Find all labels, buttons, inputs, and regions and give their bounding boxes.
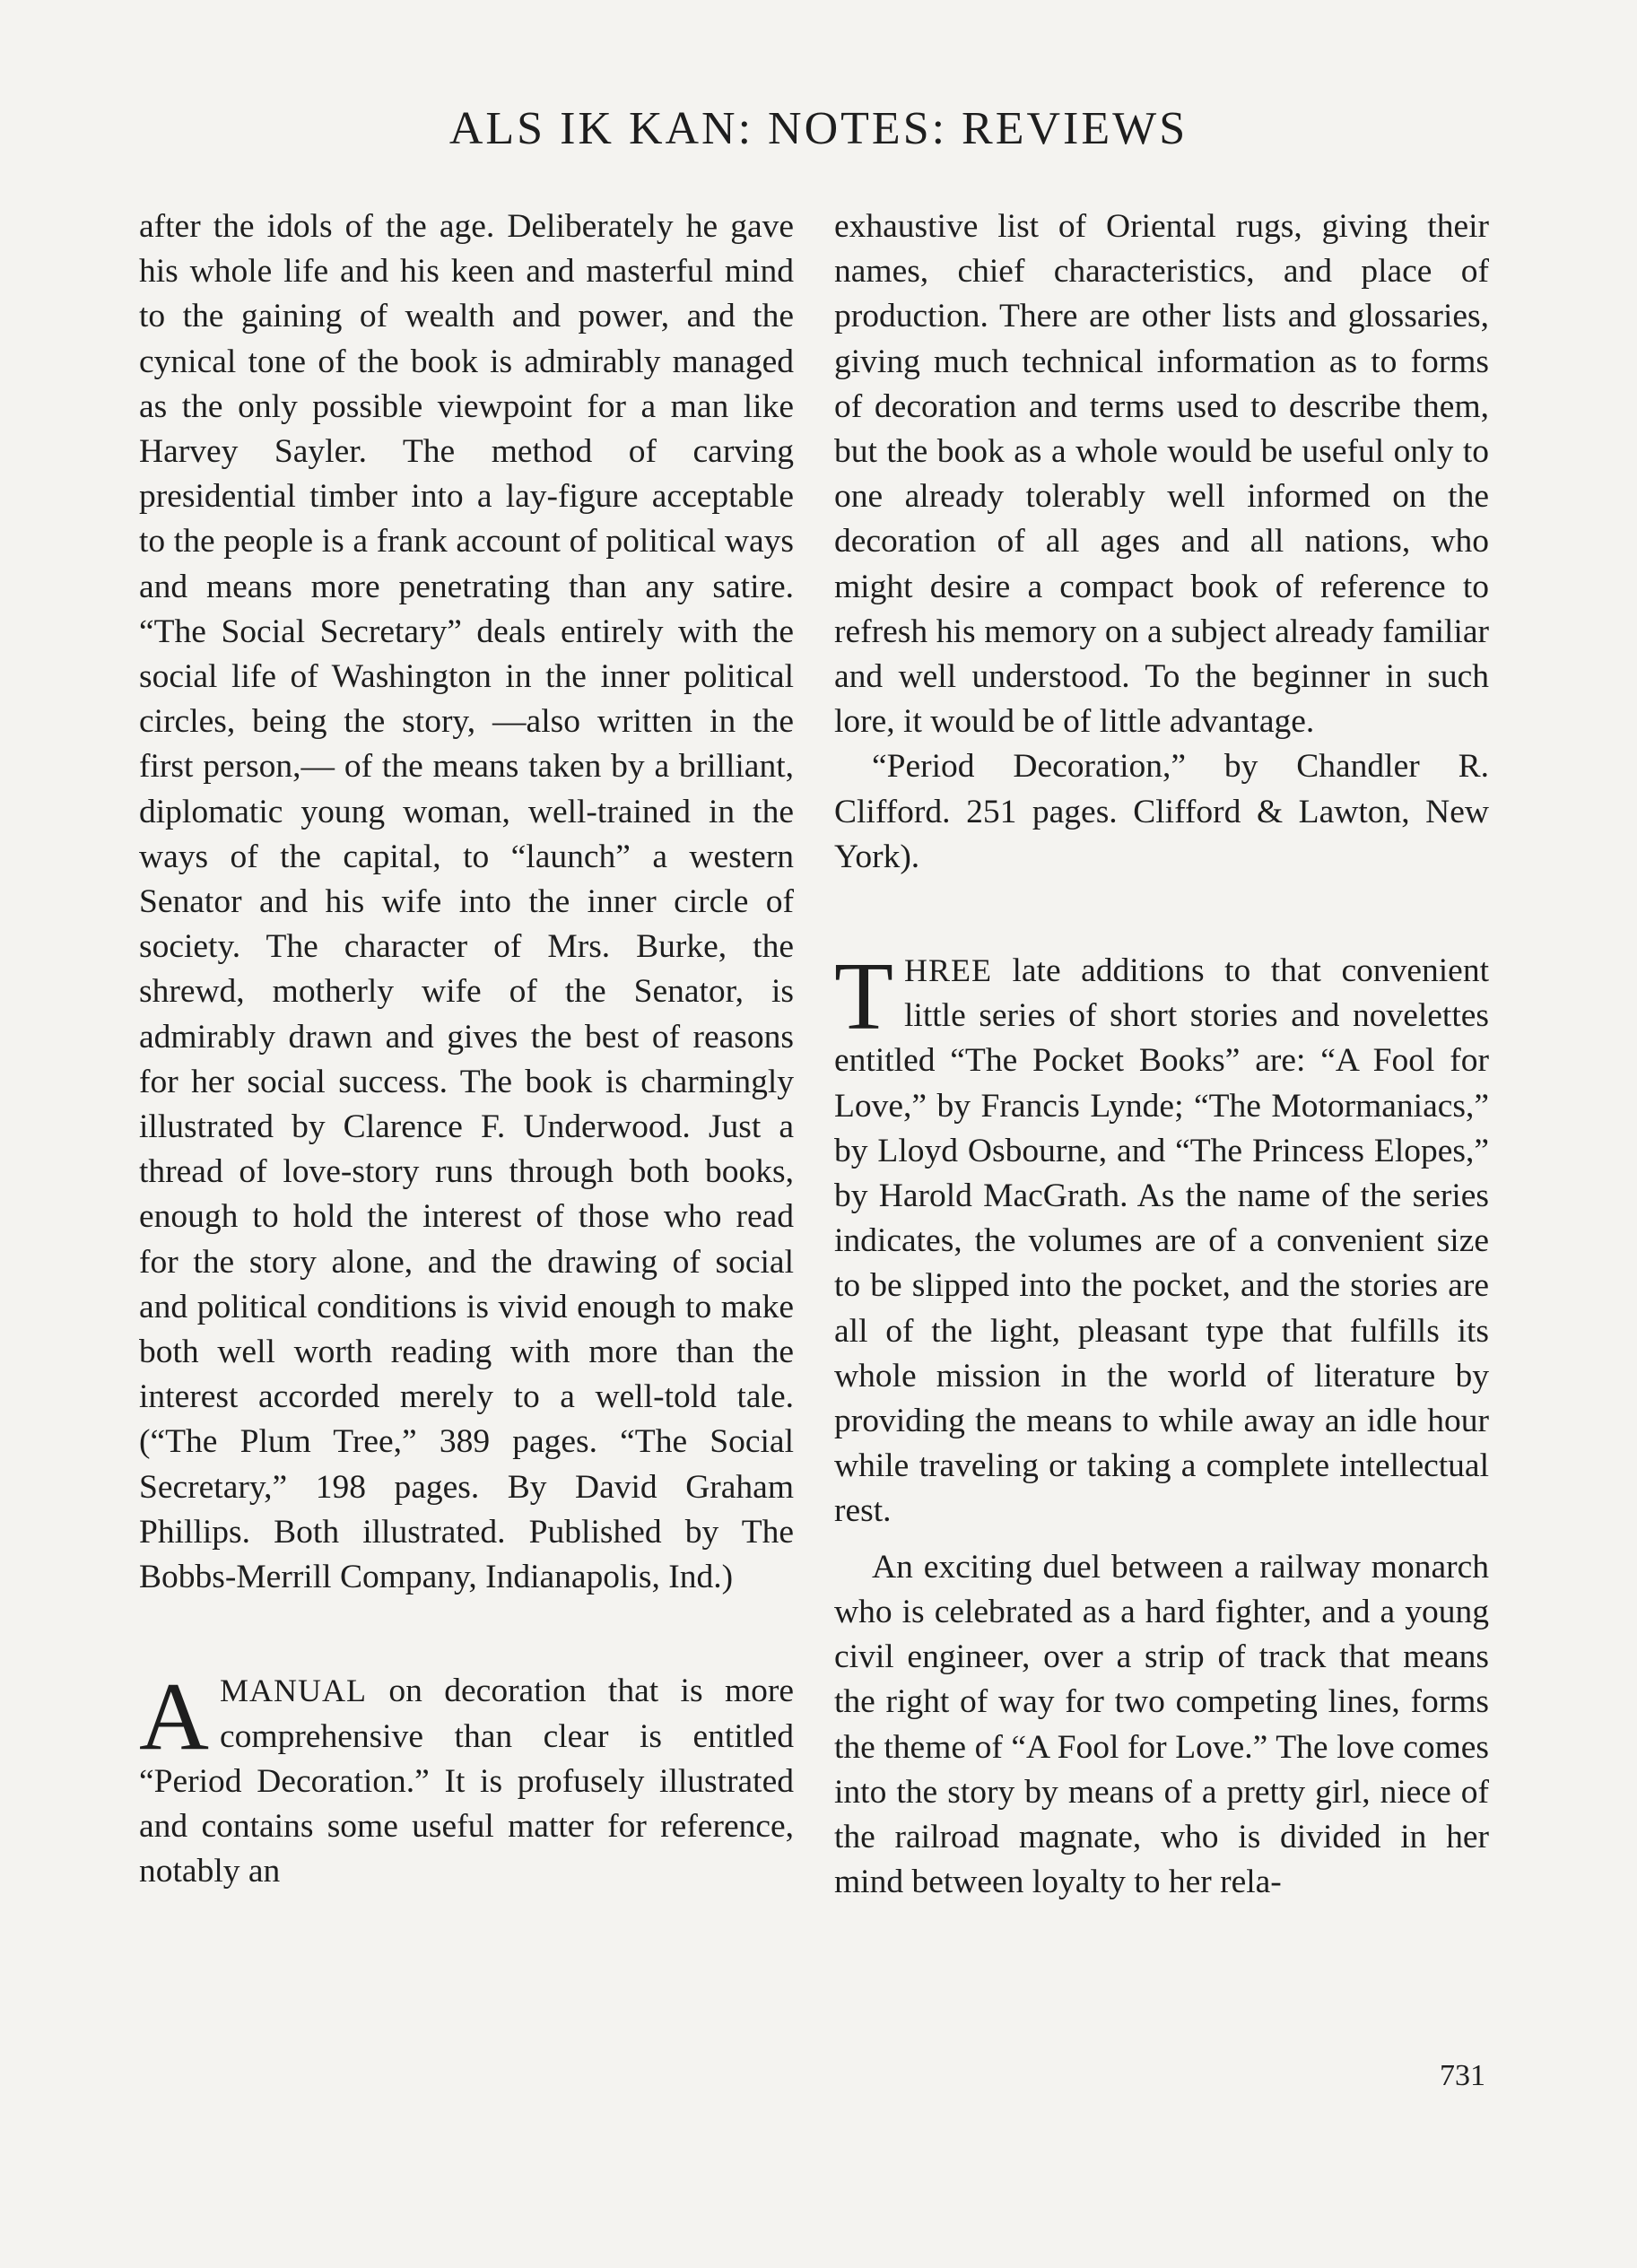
page-number: 731 <box>1440 2059 1485 2092</box>
dropcap-letter: T <box>834 943 893 1051</box>
right-column <box>834 204 1489 1905</box>
paragraph-text: late additions to that convenient little series of short stories and novelettes entitled “The Pocket Books” are: “A Fool for Love,” by Francis Lynde; “The Motormaniacs,” by Lloyd Osbourne, and “The Princess Elopes,” by Harold MacGrath. As the name of the series indicates, the volumes are of a convenient size to be slipped into the pocket, and the stories are all of the light, pleasant type that fulfills its whole mission in the world of literature by providing the means to while away an idle hour while traveling or taking a complete intellectual rest. <box>834 952 1489 1530</box>
paragraph-text: on decoration that is more comprehensive than clear is entitled “Period Decoration.” It is profusely illustrated and contains some useful matter for reference, notably an <box>139 1673 794 1890</box>
lead-in-caps: HREE <box>903 952 992 989</box>
running-head: ALS IK KAN: NOTES: REVIEWS <box>448 103 1189 154</box>
left-column <box>139 204 794 1894</box>
lead-in-caps: MANUAL <box>220 1673 367 1709</box>
review-period-decoration-continued: exhaustive list of Oriental rugs, giving their names, chief characteristics, and place of production. There are other lists and glossaries, giving much technical information as to forms of decoration and terms used to describe them, but the book as a whole would be useful only to one already tolerably well informed on the decoration of all ages and all nations, who might desire a compact book of reference to refresh his memory on a subject already familiar and well understood. To the beginner in such lore, it would be of little advantage. <box>834 208 1489 741</box>
review-plum-tree-continued: after the idols of the age. Deliberately he gave his whole life and his keen and masterful mind to the gaining of wealth and power, and the cynical tone of the book is admirably managed as the only possible viewpoint for a man like Harvey Sayler. The method of carving presidential timber into a lay-figure acceptable to the people is a frank account of political ways and means more penetrating than any satire. “The Social Secretary” deals entirely with the social life of Washington in the inner political circles, being the story, —also written in the first person,— of the means taken by a brilliant, diplomatic young woman, well-trained in the ways of the capital, to “launch” a western Senator and his wife into the inner circle of society. The character of Mrs. Burke, the shrewd, motherly wife of the Senator, is admirably drawn and gives the best of reasons for her social success. The book is charmingly illustrated by Clarence F. Underwood. Just a thread of love-story runs through both books, enough to hold the interest of those who read for the story alone, and the drawing of social and political conditions is vivid enough to make both well worth reading with more than the interest accorded merely to a well-told tale. (“The Plum Tree,” 389 pages. “The Social Secretary,” 198 pages. By David Graham Phillips. Both illustrated. Published by The Bobbs-Merrill Company, Indianapolis, Ind.) <box>139 208 794 1596</box>
dropcap-letter: A <box>139 1664 209 1771</box>
review-fool-for-love: An exciting duel between a railway monarch who is celebrated as a hard fighter, and a young civil engineer, over a strip of track that means the right of way for two competing lines, forms the theme of “A Fool for Love.” The love comes into the story by means of a pretty girl, niece of the railroad magnate, who is divided in her mind between loyalty to her rela- <box>834 1548 1489 1901</box>
citation-period-decoration: “Period Decoration,” by Chandler R. Clifford. 251 pages. Clifford & Lawton, New York). <box>834 748 1489 875</box>
review-pocket-books <box>834 943 1489 1534</box>
review-period-decoration-intro <box>139 1664 794 1894</box>
